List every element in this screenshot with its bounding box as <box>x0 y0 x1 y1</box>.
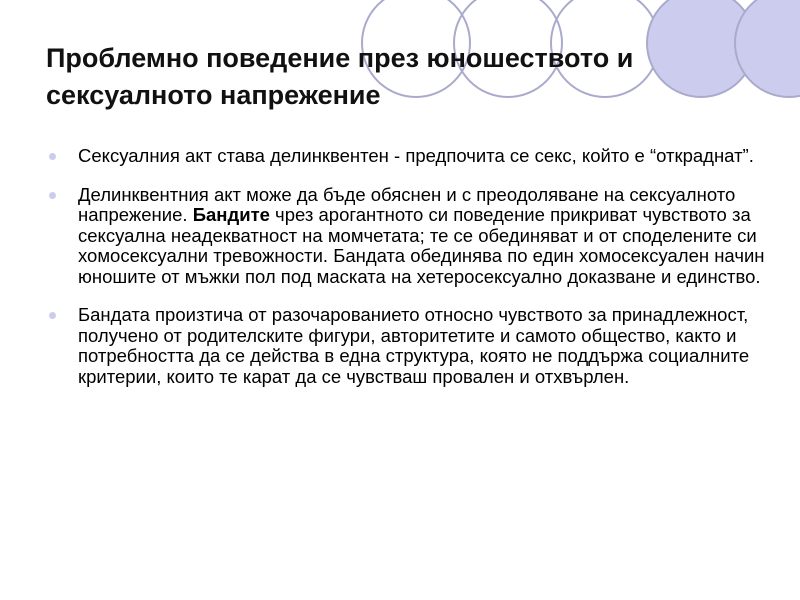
bullet-list <box>46 146 766 405</box>
bullet-dot-icon <box>49 312 56 319</box>
bullet-text: Бандата произтича от разочарованието относно чувството за принадлежност, получено от родителските фигури, авторитетите и самото общество, както и потребността да се действа в една структура, която не поддържа социалните критерии, които те карат да се чувстваш провален и отхвърлен. <box>78 304 750 387</box>
slide-title-line-2: сексуалното напрежение <box>46 80 381 110</box>
slide-title <box>46 40 746 114</box>
slide-title-line-1: Проблемно поведение през юношеството и <box>46 43 634 73</box>
bullet-text: Делинквентния акт може да бъде обяснен и с преодоляване на сексуалното напрежение. <box>78 183 736 225</box>
bullet-bold-term: Бандите <box>192 204 270 225</box>
bullet-item-1 <box>46 146 766 167</box>
bullet-text: Сексуалния акт става делинквентен - предпочита се секс, който е “откраднат”. <box>78 145 754 166</box>
bullet-item-2 <box>46 185 766 288</box>
bullet-dot-icon <box>49 153 56 160</box>
bullet-text-continued: чрез арогантното си поведение прикриват чувството за сексуална неадекватност на момчетата; те се обединяват и от споделените си хомосексуални тревожности. Бандата обединява по един хомосексуален начин юношите от мъжки пол под маската на хетеросексуално доказване и единство. <box>78 204 765 287</box>
bullet-dot-icon <box>49 192 56 199</box>
bullet-item-3 <box>46 305 766 387</box>
